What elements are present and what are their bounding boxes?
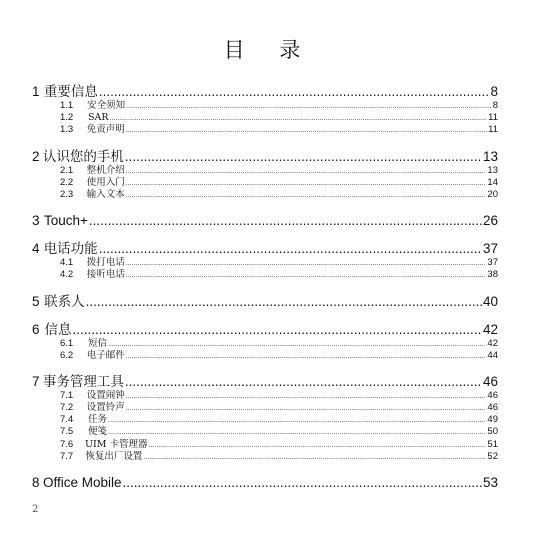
toc-entry-subsection[interactable] [32,165,498,177]
toc-entry-chapter[interactable] [32,212,498,229]
toc-number: 1 [32,84,40,99]
toc-label: Office Mobile [42,475,122,490]
toc-number: 2.1 [60,164,74,176]
toc-label: 输入文本 [86,188,125,200]
toc-leader [125,148,482,165]
toc-label: 接听电话 [86,269,125,281]
toc-page: 53 [482,475,498,490]
toc-label: 便笺 [88,426,108,438]
toc-label: 恢复出厂设置 [85,450,143,462]
toc-label: 短信 [88,337,108,349]
toc-leader [89,212,482,229]
toc-entry-subsection[interactable] [32,112,498,124]
toc-entry-chapter[interactable] [32,373,498,390]
toc-page: 44 [487,349,498,361]
toc-page: 51 [487,438,498,450]
toc-number: 7 [32,373,40,389]
toc-leader [72,321,481,338]
toc-entry-subsection[interactable] [32,390,498,402]
toc-page: 50 [487,426,498,438]
toc-label: 拨打电话 [86,257,125,269]
toc-number: 1.1 [60,100,74,111]
toc-page: 40 [482,293,498,309]
toc-leader [126,391,487,403]
toc-entry-chapter[interactable] [32,293,498,310]
toc-number: 1.2 [60,112,74,124]
toc-number: 2 [32,148,40,164]
toc-leader [125,373,482,390]
toc-label: 联系人 [44,293,85,309]
toc-page: 49 [487,414,498,426]
toc-leader [123,474,482,491]
toc-entry-subsection[interactable] [32,189,498,201]
toc-label: 整机介绍 [86,164,125,176]
toc-number: 7.7 [60,450,74,462]
toc-page: 13 [482,148,498,164]
toc-section [32,83,498,137]
toc-entry-subsection[interactable] [32,177,498,189]
toc-leader [149,440,487,452]
toc-page: 13 [487,164,498,176]
toc-leader [108,415,486,427]
toc-number: 7.5 [60,426,74,438]
toc-label: 重要信息 [43,84,98,99]
toc-entry-subsection[interactable] [32,100,498,112]
toc-number: 4 [32,241,40,257]
toc-number: 6 [32,321,40,337]
toc-entry-subsection[interactable] [32,439,498,451]
toc-leader [126,166,487,178]
toc-page: 14 [487,176,498,188]
toc-page: 38 [487,269,498,281]
toc-leader [110,113,488,125]
toc-entry-chapter[interactable] [32,83,498,100]
toc-entry-subsection[interactable] [32,451,498,463]
page-number: 2 [32,504,39,515]
toc-section [32,240,498,281]
page-title: 目 录 [223,38,315,62]
toc-label: Touch+ [43,213,88,229]
toc-leader [126,125,487,137]
toc-label: 免责声明 [86,124,125,136]
toc-page: 8 [490,84,498,99]
toc-number: 1.3 [60,124,74,136]
toc-number: 7.1 [60,389,74,401]
toc-label: 任务 [88,414,108,426]
toc-section [32,148,498,202]
toc-page: 20 [487,188,498,200]
toc-label: 信息 [44,321,72,337]
toc-page: 37 [482,241,498,257]
toc-number: 7.2 [60,402,74,414]
toc-entry-chapter[interactable] [32,148,498,165]
toc-entry-subsection[interactable] [32,124,498,136]
toc-entry-subsection[interactable] [32,269,498,281]
table-of-contents [32,83,498,502]
toc-entry-subsection[interactable] [32,402,498,414]
toc-entry-subsection[interactable] [32,426,498,438]
toc-label: 电子邮件 [86,349,125,361]
toc-leader [126,190,487,202]
toc-page: 37 [487,257,498,269]
toc-page: 42 [482,321,498,337]
toc-leader [126,270,487,282]
toc-leader [126,351,487,363]
toc-entry-chapter[interactable] [32,321,498,338]
toc-entry-subsection[interactable] [32,257,498,269]
toc-page: 46 [487,389,498,401]
toc-label: 使用入门 [86,176,125,188]
toc-number: 6.2 [60,349,74,361]
toc-number: 6.1 [60,337,74,349]
toc-leader [126,178,487,190]
toc-section [32,373,498,463]
toc-label: SAR [87,112,109,124]
toc-page: 11 [488,112,498,124]
toc-number: 4.2 [60,269,74,281]
toc-entry-subsection[interactable] [32,414,498,426]
toc-section [32,474,498,491]
toc-entry-chapter[interactable] [32,240,498,257]
toc-label: 事务管理工具 [42,373,124,389]
toc-leader [99,240,482,257]
toc-label: 认识您的手机 [42,148,124,164]
toc-number: 7.4 [60,414,74,426]
toc-label: UIM 卡管理器 [85,438,148,450]
toc-label: 电话功能 [43,241,98,257]
toc-leader [126,101,492,113]
toc-page: 46 [482,373,498,389]
toc-page: 52 [487,450,498,462]
toc-entry-chapter[interactable] [32,474,498,491]
toc-page: 42 [487,337,498,349]
toc-section [32,212,498,229]
toc-number: 3 [32,213,40,229]
toc-label: 设置铃声 [86,402,125,414]
toc-number: 2.3 [60,188,74,200]
toc-page: 26 [482,213,498,229]
toc-leader [108,339,486,351]
toc-section [32,293,498,310]
toc-leader [143,452,486,464]
toc-number: 5 [32,293,40,309]
toc-leader [126,403,487,415]
toc-leader [108,427,486,439]
toc-page: 11 [488,124,498,136]
toc-leader [99,83,490,100]
toc-number: 8 [32,475,40,490]
toc-page: 8 [492,100,498,111]
toc-entry-subsection[interactable] [32,338,498,350]
toc-entry-subsection[interactable] [32,350,498,362]
toc-label: 安全须知 [87,100,126,111]
toc-leader [126,258,487,270]
toc-page: 46 [487,402,498,414]
toc-leader [86,293,482,310]
toc-section [32,321,498,362]
toc-number: 4.1 [60,257,74,269]
toc-number: 2.2 [60,176,74,188]
toc-number: 7.6 [60,438,74,450]
toc-label: 设置闹钟 [86,389,125,401]
